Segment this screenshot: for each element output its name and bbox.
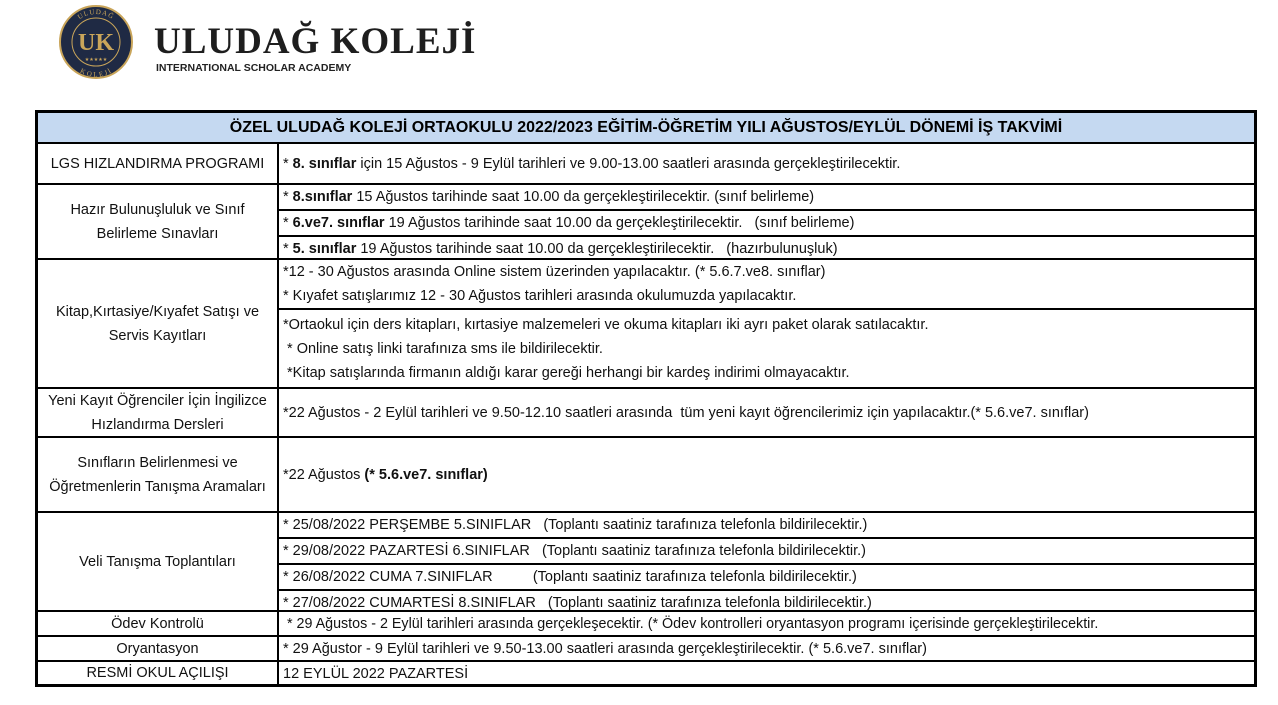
row-cell — [279, 185, 1254, 211]
row-content — [279, 438, 1254, 511]
row-label: Oryantasyon — [38, 637, 279, 660]
row-cell — [279, 237, 1254, 261]
row-label: RESMİ OKUL AÇILIŞI — [38, 662, 279, 684]
row-content — [279, 260, 1254, 387]
table-row — [38, 260, 1254, 389]
row-cell — [279, 513, 1254, 539]
cell-line: * 5. sınıflar 19 Ağustos tarihinde saat 10.00 da gerçekleştirilecektir. (hazırbulunuşluk) — [283, 241, 838, 257]
school-name: ULUDAĞ KOLEJİ — [154, 21, 477, 62]
row-label: Ödev Kontrolü — [38, 612, 279, 635]
cell-line: * 8.sınıflar 15 Ağustos tarihinde saat 10.00 da gerçekleştirilecektir. (sınıf belirleme) — [283, 189, 815, 205]
row-cell — [279, 211, 1254, 237]
row-content — [279, 389, 1254, 436]
row-label: Veli Tanışma Toplantıları — [38, 513, 279, 610]
cell-line: *Ortaokul için ders kitapları, kırtasiye malzemeleri ve okuma kitapları iki ayrı paket olarak satılacaktır. — [283, 316, 929, 333]
school-logo — [58, 4, 478, 84]
cell-line: *22 Ağustos - 2 Eylül tarihleri ve 9.50-12.10 saatleri arasında tüm yeni kayıt öğrencilerimiz için yapılacaktır.(* 5.6.ve7. sınıflar) — [283, 404, 1089, 421]
row-cell — [279, 389, 1254, 436]
cell-line: *Kitap satışlarında firmanın aldığı karar gereği herhangi bir kardeş indirimi olmayacaktır. — [283, 364, 850, 381]
emblem-ring-bottom: KOLEJİ — [78, 66, 114, 79]
cell-line: * 8. sınıflar için 15 Ağustos - 9 Eylül tarihleri ve 9.00-13.00 saatleri arasında gerçekleştirilecektir. — [283, 155, 901, 172]
row-content — [279, 612, 1254, 635]
table-row — [38, 612, 1254, 637]
cell-line: * Online satış linki tarafınıza sms ile bildirilecektir. — [283, 340, 603, 357]
row-cell — [279, 438, 1254, 511]
table-row — [38, 144, 1254, 185]
cell-line: * 25/08/2022 PERŞEMBE 5.SINIFLAR (Toplantı saatiniz tarafınıza telefonla bildirilecektir.) — [283, 517, 868, 533]
table-row — [38, 513, 1254, 612]
row-cell — [279, 539, 1254, 565]
school-emblem-icon — [58, 4, 146, 80]
table-row — [38, 389, 1254, 438]
row-cell — [279, 612, 1254, 636]
table-row — [38, 438, 1254, 513]
row-content — [279, 637, 1254, 660]
row-label: Hazır Bulunuşluluk ve Sınıf Belirleme Sınavları — [38, 185, 279, 258]
row-content — [279, 662, 1254, 684]
cell-line: * 27/08/2022 CUMARTESİ 8.SINIFLAR (Toplantı saatiniz tarafınıza telefonla bildirilecektir.) — [283, 595, 872, 611]
cell-line: * 29 Ağustor - 9 Eylül tarihleri ve 9.50-13.00 saatleri arasında gerçekleştirilecektir. (* 5.6.ve7. sınıflar) — [283, 641, 927, 657]
row-cell — [279, 310, 1254, 387]
cell-line: * Kıyafet satışlarımız 12 - 30 Ağustos tarihleri arasında okulumuzda yapılacaktır. — [283, 288, 797, 304]
row-label: Yeni Kayıt Öğrenciler İçin İngilizce Hızlandırma Dersleri — [38, 389, 279, 436]
cell-line: * 26/08/2022 CUMA 7.SINIFLAR (Toplantı saatiniz tarafınıza telefonla bildirilecektir.) — [283, 569, 857, 585]
row-cell — [279, 144, 1254, 183]
cell-line: * 6.ve7. sınıflar 19 Ağustos tarihinde saat 10.00 da gerçekleştirilecektir. (sınıf belirleme) — [283, 215, 855, 231]
table-row — [38, 637, 1254, 662]
svg-text:★★★★★: ★★★★★ — [84, 57, 108, 63]
table-row — [38, 185, 1254, 260]
cell-line: *12 - 30 Ağustos arasında Online sistem üzerinden yapılacaktır. (* 5.6.7.ve8. sınıflar) — [283, 264, 826, 280]
school-subtitle: INTERNATIONAL SCHOLAR ACADEMY — [156, 62, 352, 74]
table-title: ÖZEL ULUDAĞ KOLEJİ ORTAOKULU 2022/2023 EĞİTİM-ÖĞRETİM YILI AĞUSTOS/EYLÜL DÖNEMİ İŞ TAKVİMİ — [38, 113, 1254, 144]
row-label: LGS HIZLANDIRMA PROGRAMI — [38, 144, 279, 183]
row-content — [279, 144, 1254, 183]
cell-line: 12 EYLÜL 2022 PAZARTESİ — [283, 666, 469, 682]
calendar-table — [35, 110, 1257, 687]
row-label: Kitap,Kırtasiye/Kıyafet Satışı ve Servis Kayıtları — [38, 260, 279, 387]
row-label: Sınıfların Belirlenmesi ve Öğretmenlerin Tanışma Aramaları — [38, 438, 279, 511]
row-cell — [279, 662, 1254, 686]
emblem-monogram: UK — [78, 30, 114, 56]
row-cell — [279, 565, 1254, 591]
cell-line: * 29 Ağustos - 2 Eylül tarihleri arasında gerçekleşecektir. (* Ödev kontrolleri oryantasyon programı içerisinde gerçekleştirilecektir. — [283, 616, 1099, 632]
table-row — [38, 662, 1254, 684]
emblem-ring-top: ULUDAĞ — [76, 7, 116, 22]
cell-line: * 29/08/2022 PAZARTESİ 6.SINIFLAR (Toplantı saatiniz tarafınıza telefonla bildirilecektir.) — [283, 543, 866, 559]
row-content — [279, 185, 1254, 258]
row-cell — [279, 260, 1254, 310]
cell-line: *22 Ağustos (* 5.6.ve7. sınıflar) — [283, 466, 488, 483]
row-cell — [279, 637, 1254, 661]
row-content — [279, 513, 1254, 610]
